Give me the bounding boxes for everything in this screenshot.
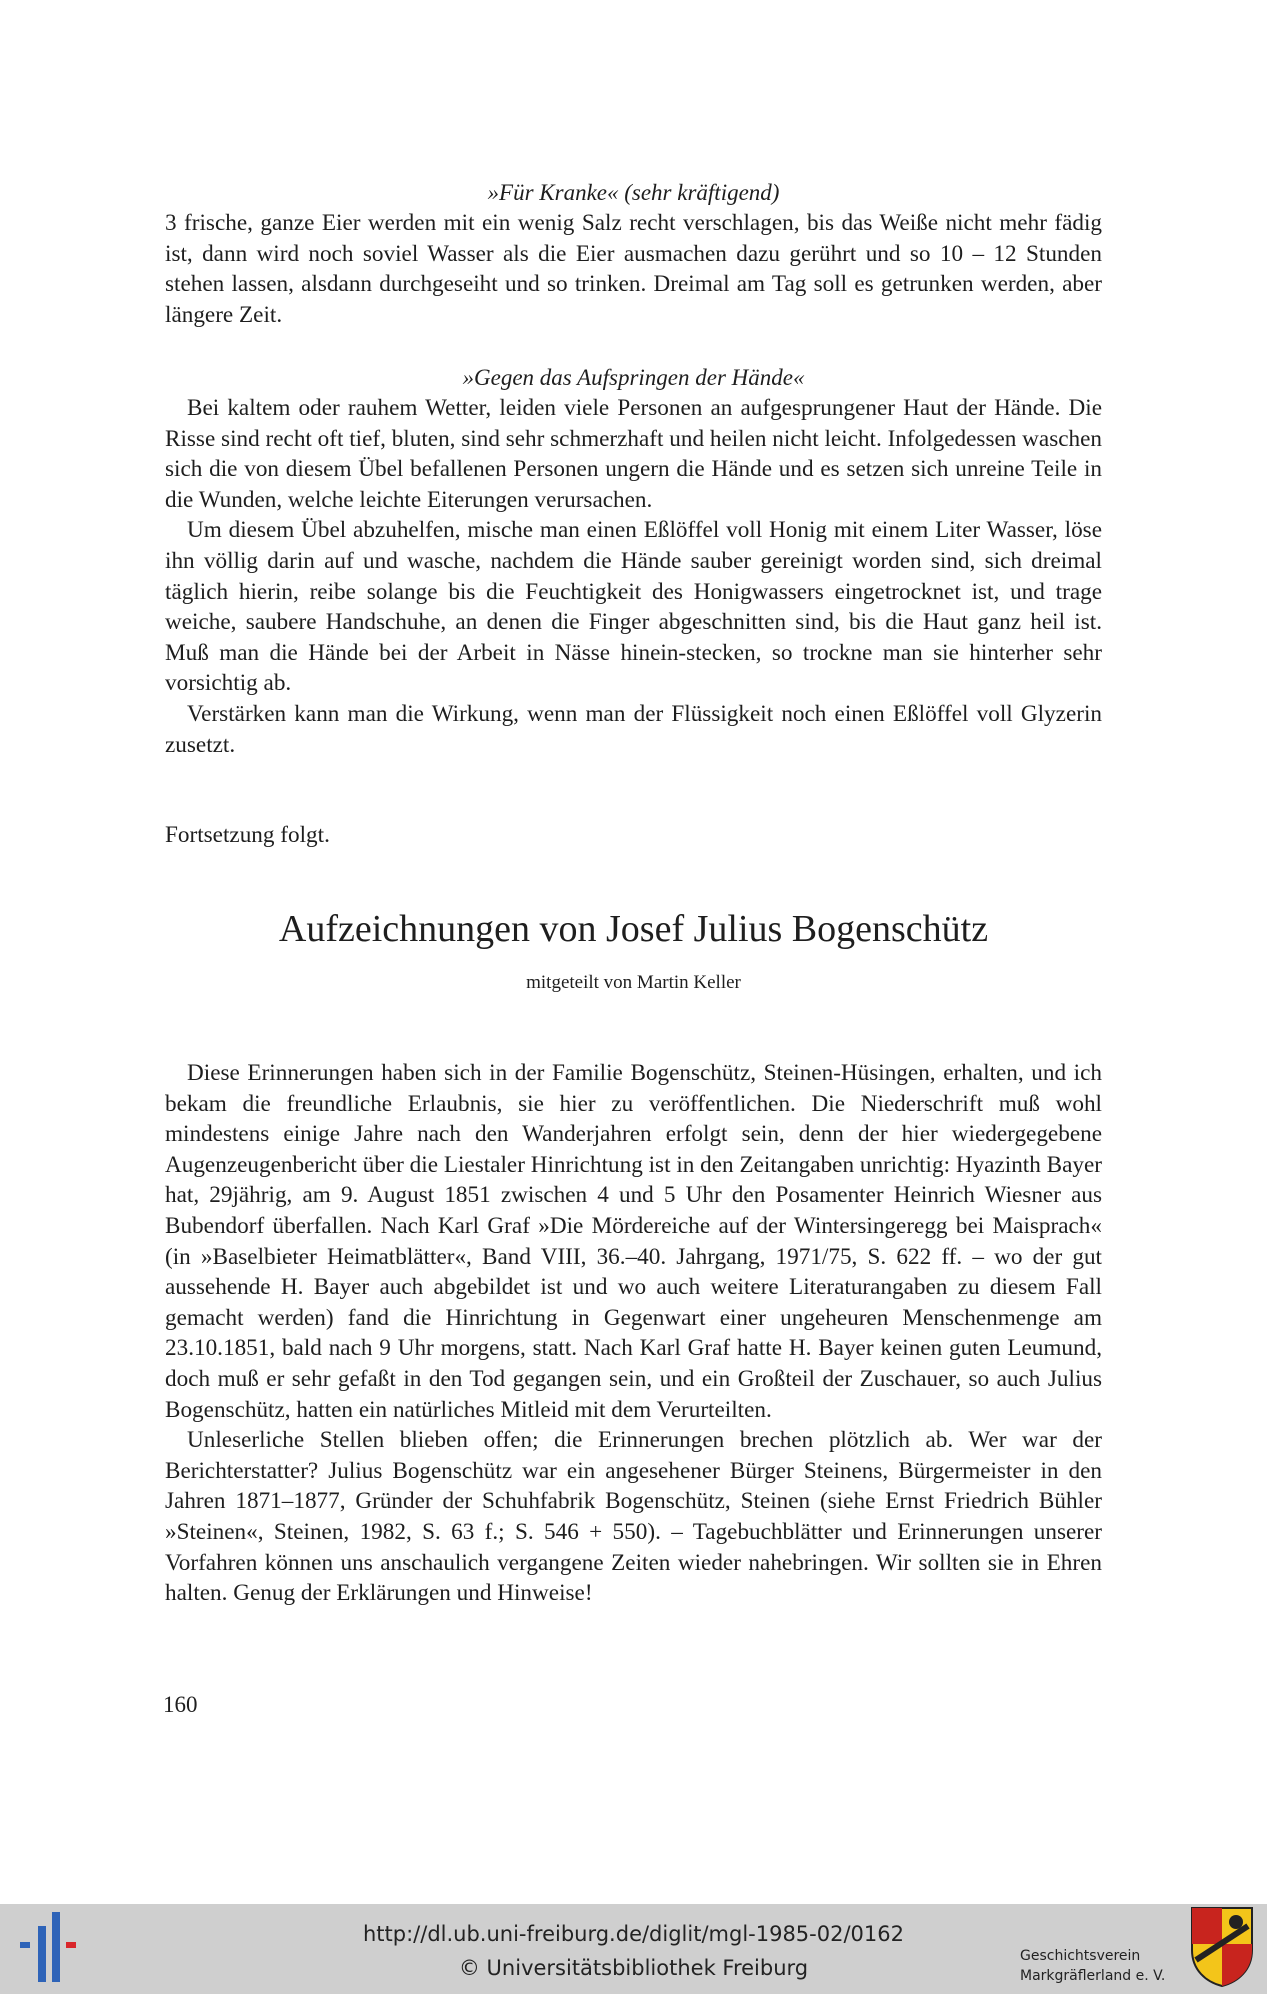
- paragraph: Verstärken kann man die Wirkung, wenn man der Flüssigkeit noch einen Eßlöffel voll Glyzerin zusetzt.: [165, 700, 1102, 758]
- society-name-line: Markgräflerland e. V.: [1020, 1968, 1166, 1984]
- ub-freiburg-logo-icon[interactable]: [16, 1906, 80, 1984]
- footer-url-link[interactable]: http://dl.ub.uni-freiburg.de/diglit/mgl-1985-02/0162: [362, 1922, 904, 1946]
- coat-of-arms-icon: [1188, 1904, 1256, 1988]
- article-body: [165, 1058, 1102, 1609]
- section-aufspringen-haende: [165, 363, 1102, 760]
- footer-copyright: © Universitätsbibliothek Freiburg: [458, 1956, 809, 1980]
- continuation-note-block: [165, 820, 1102, 851]
- society-name-line: Geschichtsverein: [1020, 1948, 1141, 1964]
- paragraph: Unleserliche Stellen blieben offen; die Erinnerungen brechen plötzlich ab. Wer war der Berichterstatter? Julius Bogenschütz war ein angesehener Bürger Steinens, Bürgermeister in den Jahren 1871–1877, Gründer der Schuhfabrik Bogenschütz, Steinen (siehe Ernst Friedrich Bühler »Steinen«, Steinen, 1982, S. 63 f.; S. 546 + 550). – Tagebuchblätter und Erinnerungen unserer Vorfahren können uns anschaulich vergangene Zeiten wieder nahebringen. Wir sollten sie in Ehren halten. Genug der Erklärungen und Hinweise!: [165, 1427, 1102, 1607]
- recipe-heading: »Für Kranke« (sehr kräftigend): [487, 180, 780, 205]
- paragraph: Diese Erinnerungen haben sich in der Familie Bogenschütz, Steinen-Hüsingen, erhalten, und ich bekam die freundliche Erlaubnis, sie hier zu veröffentlichen. Die Niederschrift muß wohl mindestens einige Jahre nach den Wanderjahren erfolgt sein, denn der hier wiedergegebene Augenzeugenbericht über die Liestaler Hinrichtung ist in den Zeitangaben unrichtig: Hyazinth Bayer hat, 29jährig, am 9. August 1851 zwischen 4 und 5 Uhr den Posamenter Heinrich Wiesner aus Bubendorf überfallen. Nach Karl Graf »Die Mördereiche auf der Wintersingeregg bei Maisprach« (in »Baselbieter Heimatblätter«, Band VIII, 36.–40. Jahrgang, 1971/75, S. 622 ff. – wo der gut aussehende H. Bayer auch abgebildet ist und wo auch weitere Literaturangaben zu diesem Fall gemacht werden) fand die Hinrichtung in Gegenwart einer ungeheuren Menschenmenge am 23.10.1851, bald nach 9 Uhr morgens, statt. Nach Karl Graf hatte H. Bayer keinen guten Leumund, doch muß er sehr gefaßt in den Tod gegangen sein, und ein Großteil der Zuschauer, so auch Julius Bogenschütz, hatten ein natürliches Mitleid mit dem Verurteilten.: [165, 1060, 1102, 1423]
- paragraph: Um diesem Übel abzuhelfen, mische man einen Eßlöffel voll Honig mit einem Liter Wasser, löse ihn völlig darin auf und wasche, nachdem die Hände sauber gereinigt worden sind, sich dreimal täglich hierin, reibe solange bis die Feuchtigkeit des Honigwassers eingetrocknet ist, und trage weiche, saubere Handschuhe, an denen die Finger abgeschnitten sind, bis die Haut ganz heil ist. Muß man die Hände bei der Arbeit in Nässe hinein-stecken, so trockne man sie hinterher sehr vorsichtig ab.: [165, 517, 1102, 697]
- paragraph: Bei kaltem oder rauhem Wetter, leiden viele Personen an aufgesprungener Haut der Hände. Die Risse sind recht oft tief, bluten, sind sehr schmerzhaft und heilen nicht leicht. Infolgedessen waschen sich die von diesem Übel befallenen Personen ungern die Hände und es setzen sich unreine Teile in die Wunden, welche leichte Eiterungen verursachen.: [165, 395, 1102, 513]
- paragraph: 3 frische, ganze Eier werden mit ein wenig Salz recht verschlagen, bis das Weiße nicht mehr fädig ist, dann wird noch soviel Wasser als die Eier ausmachen dazu gerührt und so 10 – 12 Stunden stehen lassen, alsdann durchgeseiht und so trinken. Dreimal am Tag soll es getrunken werden, aber längere Zeit.: [165, 210, 1102, 328]
- continuation-note: Fortsetzung folgt.: [165, 822, 330, 848]
- article-byline: mitgeteilt von Martin Keller: [526, 972, 741, 993]
- page-number: 160: [163, 1692, 198, 1717]
- society-name: [1020, 1946, 1165, 1986]
- section-fuer-kranke: [165, 178, 1102, 330]
- article-title: Aufzeichnungen von Josef Julius Bogenschütz: [278, 908, 989, 950]
- footer-bar: [0, 1904, 1267, 1994]
- recipe-heading: »Gegen das Aufspringen der Hände«: [462, 365, 805, 390]
